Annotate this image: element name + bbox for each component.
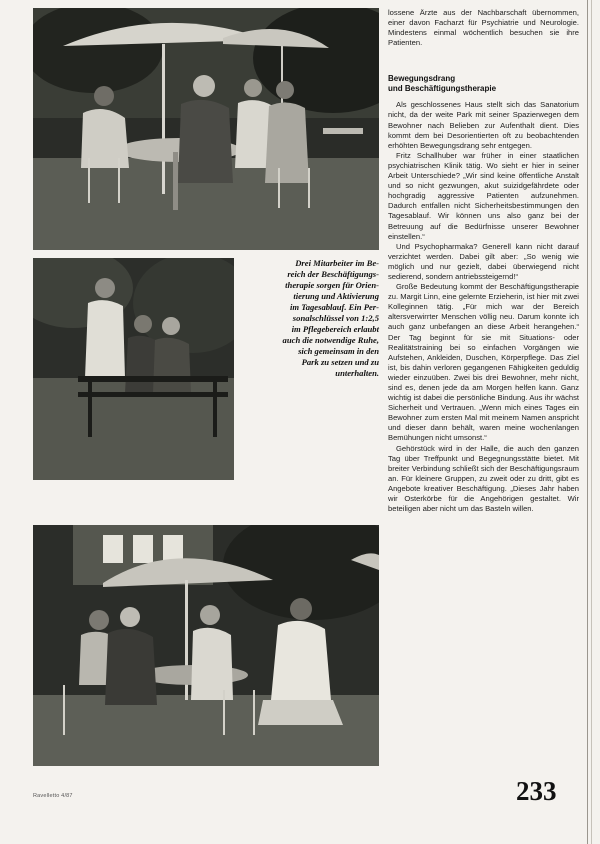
photo-garden-group-umbrella-image (33, 525, 379, 766)
photo-garden-table-umbrella-image (33, 8, 379, 250)
caption-line: reich der Beschäftigungs- (287, 269, 379, 279)
section-heading (388, 74, 579, 94)
caption-line: im Pflegebereich erlaubt (291, 324, 379, 334)
article-paragraph: Als geschlossenes Haus stellt sich das Sanatorium nicht, da der weite Park mit seiner Spazierwegen dem Bewohner nach Belieben zur Aufenthalt dient. Dies kommt dem bei Desorientierten oft zu beobachtenden erhöhten Bewegungsdrang sehr entgegen. (388, 100, 579, 150)
caption-line: auch die notwendige Ruhe, (282, 335, 379, 345)
caption-line: therapie sorgen für Orien- (285, 280, 379, 290)
section-heading-line1: Bewegungsdrang (388, 74, 456, 84)
photo-caption (243, 258, 379, 379)
section-heading-line2: und Beschäftigungstherapie (388, 84, 497, 94)
photo-garden-table-umbrella (33, 8, 379, 250)
article-paragraph: Große Bedeutung kommt der Beschäftigungstherapie zu. Margit Linn, eine gelernte Erzieherin, ist hier mit zwei Kolleginnen tätig. „Für mich war der Bereich altersverwirrter Menschen völlig neu. Darum konnte ich auch ganz unbefangen an diese Arbeit herangehen.“ Der Tag beginnt für sie mit Situations- oder Realitätstraining bei so einfachen Vorgängen wie Aufstehen, Ankleiden, Duschen, Körperpflege. Das Ziel ist, bis dahin verloren gegangenen Fähigkeiten geduldig wieder einzuüben. Zwei bis drei Bewohner, mehr nicht, sind es, denen jede da am Morgen helfen kann. Ganz wichtig ist dabei die persönliche Bindung. Aus ihr wächst Sicherheit und Vertrauen. „Wenn mich eines Tages ein Bewohner zum ersten Mal mit meinem Namen anspricht und dieser dann behält, waren meine wochenlangen Bemühungen nicht umsonst.“ (388, 282, 579, 443)
footer-issue-label: Ravelletto 4/87 (33, 793, 73, 799)
article-lead: lossene Ärzte aus der Nachbarschaft übernommen, einer davon Facharzt für Psychiatrie und Neurologie. Mindestens einmal wöchentlich besuchen sie ihre Patienten. (388, 8, 579, 48)
page-number: 233 (516, 776, 557, 806)
photo-park-bench (33, 258, 234, 480)
caption-line: tierung und Aktivierung (293, 291, 379, 301)
caption-line: Drei Mitarbeiter im Be- (295, 258, 379, 268)
photo-park-bench-image (33, 258, 234, 480)
caption-line: Park zu setzen und zu (301, 357, 379, 367)
caption-line: unterhalten. (335, 368, 379, 378)
caption-line: sich gemeinsam in den (298, 346, 379, 356)
article-column (388, 8, 579, 514)
photo-garden-group-umbrella (33, 525, 379, 766)
article-paragraph: Gehörstück wird in der Halle, die auch den ganzen Tag über Treffpunkt und Begegnungsstätte bietet. Mit breiter Verbindung schließt sich der Beschäftigungsraum an. Für kleinere Gruppen, zu zweit oder zu dritt, gibt es Angebote kreativer Beschäftigung. „Dieses Jahr haben wir Osterkörbe für die Angehörigen gestaltet. Wir beteiligen aber nicht um das Basteln willen. (388, 443, 579, 514)
page-edge-rule (587, 0, 588, 844)
article-paragraph: Und Psychopharmaka? Generell kann nicht darauf verzichtet werden. Dabei gilt aber: „So wenig wie möglich und nur gezielt, dabei überwiegend nicht sedierend, sondern antriebssteigernd!“ (388, 241, 579, 281)
caption-line: sonalschlüssel von 1:2,5 (292, 313, 379, 323)
caption-line: im Tagesablauf. Ein Per- (290, 302, 379, 312)
article-paragraph: Fritz Schallhuber war früher in einer staatlichen psychiatrischen Klinik tätig. Wo sieht er hier in seiner Arbeit Unterschiede? „Wir sind keine öffentliche Anstalt und so nicht gezwungen, akut suizidgefährdete oder hochgradig aggressive Patienten aufzunehmen. Dadurch entfallen nicht Sicherheitsbestimmungen den Tagesablauf. Wir können uns also ganz bei der Betreuung auf die Bedürfnisse unserer Bewohner einstellen.“ (388, 150, 579, 241)
page-edge-rule-inner (591, 0, 592, 844)
